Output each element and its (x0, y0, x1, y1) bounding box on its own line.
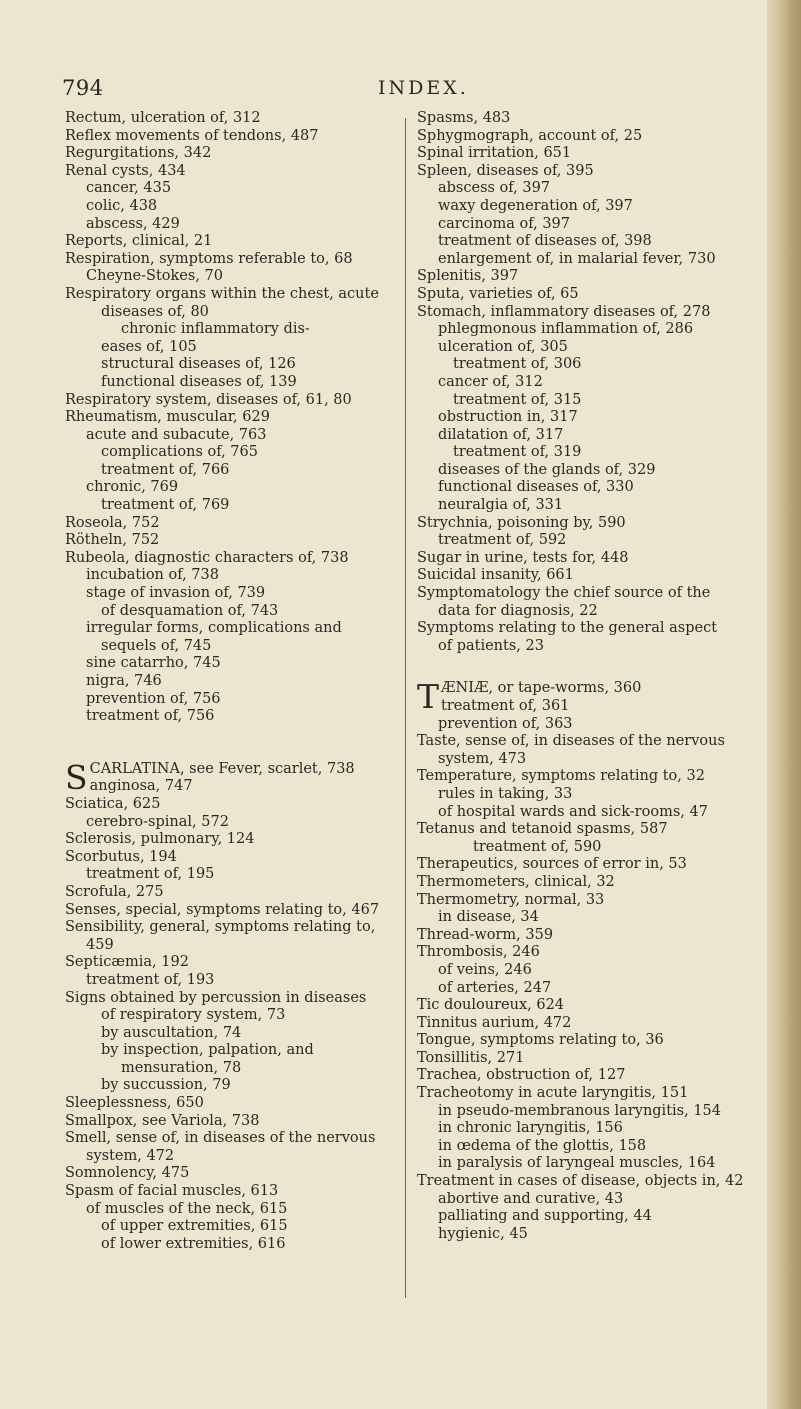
index-entry: Therapeutics, sources of error in, 53 (417, 856, 687, 873)
index-entry: treatment of, 193 (86, 971, 215, 988)
dropcap-s: S (65, 757, 88, 797)
index-entry: of upper extremities, 615 (101, 1218, 288, 1235)
index-entry: mensuration, 78 (121, 1059, 242, 1076)
index-entry: irregular forms, complications and (86, 620, 342, 637)
index-entry: hygienic, 45 (438, 1225, 528, 1242)
index-entry: in paralysis of laryngeal muscles, 164 (438, 1155, 716, 1172)
index-entry: Tinnitus aurium, 472 (417, 1014, 572, 1031)
index-entry: diseases of, 80 (101, 303, 209, 320)
index-entry: Septicæmia, 192 (65, 954, 189, 971)
index-entry: treatment of, 756 (86, 708, 215, 725)
index-entry: prevention of, 363 (438, 715, 573, 732)
index-entry: ulceration of, 305 (438, 338, 568, 355)
index-entry: Thrombosis, 246 (417, 944, 540, 961)
index-entry: of lower extremities, 616 (101, 1235, 286, 1252)
index-entry: ÆNIÆ, or tape-worms, 360 (441, 680, 642, 697)
index-entry: functional diseases of, 139 (101, 373, 297, 390)
left-entries-s (65, 796, 400, 1253)
index-entry: treatment of, 590 (473, 838, 602, 855)
index-entry: Somnolency, 475 (65, 1165, 190, 1182)
index-entry: Rötheln, 752 (65, 532, 160, 549)
page-number: 794 (62, 76, 104, 100)
index-entry: treatment of, 306 (453, 356, 582, 373)
index-entry: system, 473 (438, 750, 527, 767)
index-entry: treatment of, 769 (101, 497, 230, 514)
index-entry: of desquamation of, 743 (101, 602, 279, 619)
index-entry: diseases of the glands of, 329 (438, 461, 656, 478)
index-entry: nigra, 746 (86, 673, 162, 689)
page-edge (767, 0, 801, 1409)
index-entry: treatment of, 592 (438, 532, 567, 549)
index-entry: of respiratory system, 73 (101, 1007, 286, 1024)
index-entry: abscess of, 397 (438, 180, 551, 197)
index-entry: Sphygmograph, account of, 25 (417, 127, 643, 144)
index-entry: Splenitis, 397 (417, 268, 519, 285)
index-entry: Taste, sense of, in diseases of the nervous (417, 733, 725, 750)
index-entry: by auscultation, 74 (101, 1024, 242, 1041)
index-entry: Suicidal insanity, 661 (417, 567, 574, 584)
section-s-start (65, 757, 400, 797)
left-entries-r (65, 110, 400, 726)
section-t-start (417, 677, 767, 717)
index-entry: Stomach, inflammatory diseases of, 278 (417, 303, 711, 320)
index-entry: rules in taking, 33 (438, 785, 573, 802)
index-entry: by succussion, 79 (101, 1077, 231, 1094)
index-entry: Treatment in cases of disease, objects in, 42 (417, 1173, 744, 1190)
index-entry: abscess, 429 (86, 215, 180, 232)
index-entry: in disease, 34 (438, 909, 539, 926)
index-entry: colic, 438 (86, 197, 158, 214)
index-entry: Spasm of facial muscles, 613 (65, 1183, 279, 1200)
index-entry: treatment of, 766 (101, 461, 230, 478)
index-entry: Tonsillitis, 271 (417, 1049, 525, 1066)
index-entry: obstruction in, 317 (438, 409, 578, 426)
index-entry: Trachea, obstruction of, 127 (417, 1067, 626, 1084)
index-entry: Spasms, 483 (417, 110, 511, 126)
index-entry: of veins, 246 (438, 961, 532, 978)
index-entry: treatment of diseases of, 398 (438, 233, 652, 250)
index-entry: in œdema of the glottis, 158 (438, 1137, 647, 1154)
index-entry: treatment of, 361 (441, 698, 570, 714)
index-entry: in chronic laryngitis, 156 (438, 1120, 623, 1137)
index-entry: 459 (86, 936, 114, 953)
right-entries-t (417, 716, 767, 1244)
index-entry: prevention of, 756 (86, 690, 221, 707)
right-index-column (417, 110, 767, 1243)
index-entry: chronic, 769 (86, 479, 179, 496)
index-entry: Tic douloureux, 624 (417, 997, 565, 1014)
index-entry: phlegmonous inflammation of, 286 (438, 321, 694, 338)
index-entry: Reflex movements of tendons, 487 (65, 127, 319, 144)
index-entry: sine catarrho, 745 (86, 655, 221, 672)
index-entry: Tongue, symptoms relating to, 36 (417, 1032, 664, 1049)
index-entry: dilatation of, 317 (438, 426, 564, 443)
index-entry: Regurgitations, 342 (65, 145, 212, 162)
dropcap-t: T (417, 677, 440, 717)
index-entry: Symptomatology the chief source of the (417, 585, 711, 602)
index-entry: Sputa, varieties of, 65 (417, 285, 579, 302)
index-entry: Tetanus and tetanoid spasms, 587 (417, 821, 668, 838)
index-entry: waxy degeneration of, 397 (438, 197, 633, 214)
index-entry: Thermometers, clinical, 32 (417, 873, 615, 890)
index-entry: Strychnia, poisoning by, 590 (417, 514, 626, 531)
index-entry: abortive and curative, 43 (438, 1190, 624, 1207)
index-entry: neuralgia of, 331 (438, 497, 564, 514)
page-header (0, 70, 801, 110)
index-entry: structural diseases of, 126 (101, 356, 296, 373)
index-entry: eases of, 105 (101, 338, 197, 355)
index-entry: Sensibility, general, symptoms relating to, (65, 919, 376, 936)
section-gap (65, 726, 400, 761)
index-entry: Smell, sense of, in diseases of the nervous (65, 1130, 376, 1147)
index-entry: treatment of, 315 (453, 391, 582, 408)
left-index-column (65, 110, 400, 1253)
index-entry: stage of invasion of, 739 (86, 585, 266, 602)
index-entry: cancer, 435 (86, 180, 172, 197)
index-entry: incubation of, 738 (86, 567, 219, 584)
index-entry: Sclerosis, pulmonary, 124 (65, 831, 255, 848)
index-entry: Sugar in urine, tests for, 448 (417, 549, 629, 566)
index-entry: Spinal irritation, 651 (417, 145, 572, 162)
index-entry: Symptoms relating to the general aspect (417, 620, 718, 637)
index-entry: Respiratory organs within the chest, acute (65, 285, 379, 302)
index-entry: complications of, 765 (101, 444, 258, 461)
index-entry: of arteries, 247 (438, 979, 552, 996)
index-entry: functional diseases of, 330 (438, 479, 634, 496)
index-entry: Sleeplessness, 650 (65, 1095, 204, 1112)
index-entry: Rectum, ulceration of, 312 (65, 110, 261, 126)
index-entry: CARLATINA, see Fever, scarlet, 738 (89, 760, 355, 777)
index-entry: of muscles of the neck, 615 (86, 1200, 288, 1217)
index-entry: carcinoma of, 397 (438, 215, 571, 232)
index-entry: Respiratory system, diseases of, 61, 80 (65, 391, 352, 408)
index-entry: treatment of, 319 (453, 444, 582, 461)
index-entry: anginosa, 747 (89, 778, 193, 795)
index-entry: of patients, 23 (438, 637, 544, 654)
right-entries-s (417, 110, 767, 655)
index-entry: Spleen, diseases of, 395 (417, 162, 594, 179)
column-divider (405, 118, 406, 1298)
index-entry: palliating and supporting, 44 (438, 1208, 652, 1225)
index-entry: Temperature, symptoms relating to, 32 (417, 768, 705, 785)
index-entry: treatment of, 195 (86, 866, 215, 883)
index-entry: Sciatica, 625 (65, 795, 161, 812)
index-entry: Scorbutus, 194 (65, 848, 177, 865)
index-entry: Thermometry, normal, 33 (417, 891, 605, 908)
index-entry: of hospital wards and sick-rooms, 47 (438, 803, 708, 820)
index-entry: Reports, clinical, 21 (65, 233, 213, 250)
index-entry: Thread-worm, 359 (417, 926, 554, 943)
index-entry: Respiration, symptoms referable to, 68 (65, 250, 353, 267)
index-entry: chronic inflammatory dis- (121, 321, 310, 338)
index-entry: in pseudo-membranous laryngitis, 154 (438, 1102, 721, 1119)
index-entry: by inspection, palpation, and (101, 1042, 314, 1059)
index-entry: Senses, special, symptoms relating to, 467 (65, 901, 380, 918)
index-entry: Renal cysts, 434 (65, 162, 186, 179)
index-entry: Smallpox, see Variola, 738 (65, 1112, 260, 1129)
index-entry: Rubeola, diagnostic characters of, 738 (65, 549, 349, 566)
index-entry: Signs obtained by percussion in diseases (65, 989, 367, 1006)
index-entry: Tracheotomy in acute laryngitis, 151 (417, 1085, 689, 1102)
index-entry: Rheumatism, muscular, 629 (65, 409, 270, 426)
index-entry: Cheyne-Stokes, 70 (86, 268, 223, 285)
index-entry: sequels of, 745 (101, 637, 212, 654)
index-entry: Roseola, 752 (65, 514, 160, 531)
index-entry: cancer of, 312 (438, 373, 543, 390)
index-entry: data for diagnosis, 22 (438, 602, 598, 619)
section-gap (417, 655, 767, 680)
running-head: INDEX. (378, 77, 469, 99)
index-entry: acute and subacute, 763 (86, 426, 267, 443)
index-entry: enlargement of, in malarial fever, 730 (438, 250, 716, 267)
index-entry: system, 472 (86, 1147, 175, 1164)
index-entry: cerebro-spinal, 572 (86, 813, 229, 830)
index-entry: Scrofula, 275 (65, 883, 164, 900)
